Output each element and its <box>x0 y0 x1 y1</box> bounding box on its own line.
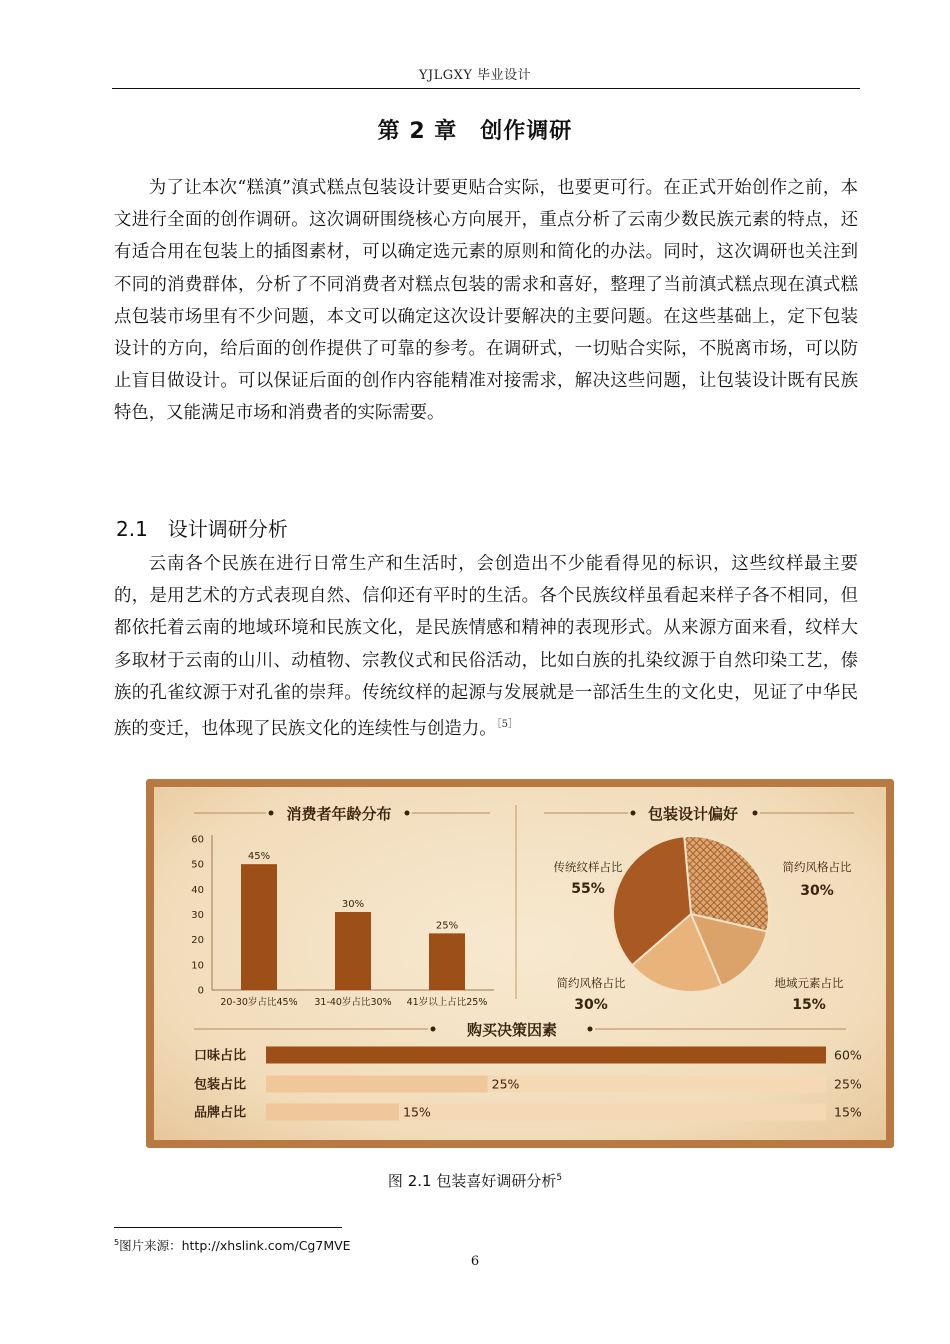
purchase-bar-inline-label: 15% <box>403 1104 431 1120</box>
y-tick-label: 30 <box>191 910 204 921</box>
purchase-bar <box>266 1076 488 1093</box>
y-tick-label: 0 <box>197 985 204 997</box>
figure-caption <box>0 1170 950 1191</box>
body-paragraph-2-text: 云南各个民族在进行日常生产和生活时，会创造出不少能看得见的标识，这些纹样最主要的，是用艺术的方式表现自然、信仰还有平时的生活。各个民族纹样虽看起来样子各不相同，但都依托着云南的地域环境和民族文化，是民族情感和精神的表现形式。从来源方面来看，纹样大多取材于云南的山川、动植物、宗教仪式和民俗活动，比如白族的扎染纹源于自然印染工艺，傣族的孔雀纹源于对孔雀的崇拜。传统纹样的起源与发展就是一部活生生的文化史，见证了中华民族的变迁，也体现了民族文化的连续性与创造力。 <box>114 554 858 739</box>
pie-slice-value: 30% <box>574 997 608 1013</box>
pie-slice-label: 地域元素占比 <box>774 976 844 990</box>
header-rule <box>112 88 860 89</box>
section-title: 2.1 设计调研分析 <box>116 517 288 541</box>
title-bullet <box>269 811 274 816</box>
pie-chart <box>613 836 769 992</box>
age-bar-value-label: 45% <box>247 851 271 863</box>
pie-slice-label: 传统纹样占比 <box>553 860 623 874</box>
age-bar-value-label: 25% <box>435 920 459 932</box>
y-tick-label: 40 <box>191 884 204 896</box>
y-tick-label: 50 <box>191 859 204 871</box>
age-bar <box>429 933 465 990</box>
y-tick-label: 10 <box>191 960 204 972</box>
pie-chart-title: 包装设计偏好 <box>647 805 739 823</box>
y-tick-label: 60 <box>191 834 204 846</box>
chapter-title: 第 2 章 创作调研 <box>377 119 573 144</box>
purchase-bar-value: 60% <box>834 1047 862 1063</box>
age-chart-bars <box>220 851 487 1008</box>
body-paragraph-2 <box>114 548 858 745</box>
footnote-rule <box>114 1227 342 1228</box>
pie-slice-value: 55% <box>571 881 605 897</box>
purchase-chart-title-group <box>194 1021 846 1039</box>
title-bullet <box>588 1027 593 1032</box>
pie-slice-value: 15% <box>792 997 826 1013</box>
age-category-label: 20-30岁占比45% <box>220 997 298 1008</box>
footnote-text: 图片来源：http://xhslink.com/Cg7MVE <box>119 1238 351 1253</box>
age-bar-value-label: 30% <box>341 898 365 910</box>
purchase-bar <box>266 1047 826 1064</box>
pie-slice-label: 简约风格占比 <box>556 976 626 990</box>
page-number: 6 <box>470 1254 480 1269</box>
purchase-chart-title: 购买决策因素 <box>466 1021 558 1039</box>
citation-ref: ［5］ <box>496 719 518 731</box>
purchase-bar <box>266 1104 399 1121</box>
figure-caption-text: 图 2.1 包装喜好调研分析 <box>387 1172 557 1190</box>
purchase-bar-inline-label: 25% <box>491 1076 520 1092</box>
purchase-category-label: 包装占比 <box>194 1077 247 1093</box>
purchase-bar-value: 25% <box>834 1076 862 1092</box>
title-bullet <box>631 811 636 816</box>
title-bullet <box>753 811 758 816</box>
running-header: YJLGXY 毕业设计 <box>418 68 532 83</box>
footnote <box>114 1236 351 1254</box>
pie-chart-title-group <box>544 805 854 823</box>
title-bullet <box>405 811 410 816</box>
age-category-label: 31-40岁占比30% <box>314 997 392 1008</box>
infographic-svg <box>154 787 886 1140</box>
footnote-marker: 5 <box>114 1237 120 1247</box>
infographic-figure <box>146 779 894 1148</box>
figure-caption-sup: 5 <box>556 1173 563 1183</box>
age-bar <box>241 864 277 990</box>
title-bullet <box>431 1027 436 1032</box>
pie-slice-label: 简约风格占比 <box>782 860 852 874</box>
age-chart-title-group <box>194 805 490 823</box>
age-chart-title: 消费者年龄分布 <box>286 805 392 823</box>
purchase-category-label: 品牌占比 <box>194 1105 247 1121</box>
y-tick-label: 20 <box>191 935 204 947</box>
purchase-bar-value: 15% <box>834 1104 862 1120</box>
pie-slice-value: 30% <box>800 883 834 899</box>
purchase-category-label: 口味占比 <box>194 1048 247 1064</box>
body-paragraph-1: 为了让本次“糕滇”滇式糕点包装设计要更贴合实际，也要更可行。在正式开始创作之前，本文进行全面的创作调研。这次调研围绕核心方向展开，重点分析了云南少数民族元素的特点，还有适合用在包装上的插图素材，可以确定选元素的原则和简化的办法。同时，这次调研也关注到不同的消费群体，分析了不同消费者对糕点包装的需求和喜好，整理了当前滇式糕点现在滇式糕点包装市场里有不少问题，本文可以确定这次设计要解决的主要问题。在这些基础上，定下包装设计的方向，给后面的创作提供了可靠的参考。在调研式，一切贴合实际，不脱离市场，可以防止盲目做设计。可以保证后面的创作内容能精准对接需求，解决这些问题，让包装设计既有民族特色，又能满足市场和消费者的实际需要。 <box>114 178 858 424</box>
age-category-label: 41岁以上占比25% <box>406 997 488 1008</box>
age-bar <box>335 912 371 990</box>
purchase-chart-bars <box>194 1047 862 1121</box>
